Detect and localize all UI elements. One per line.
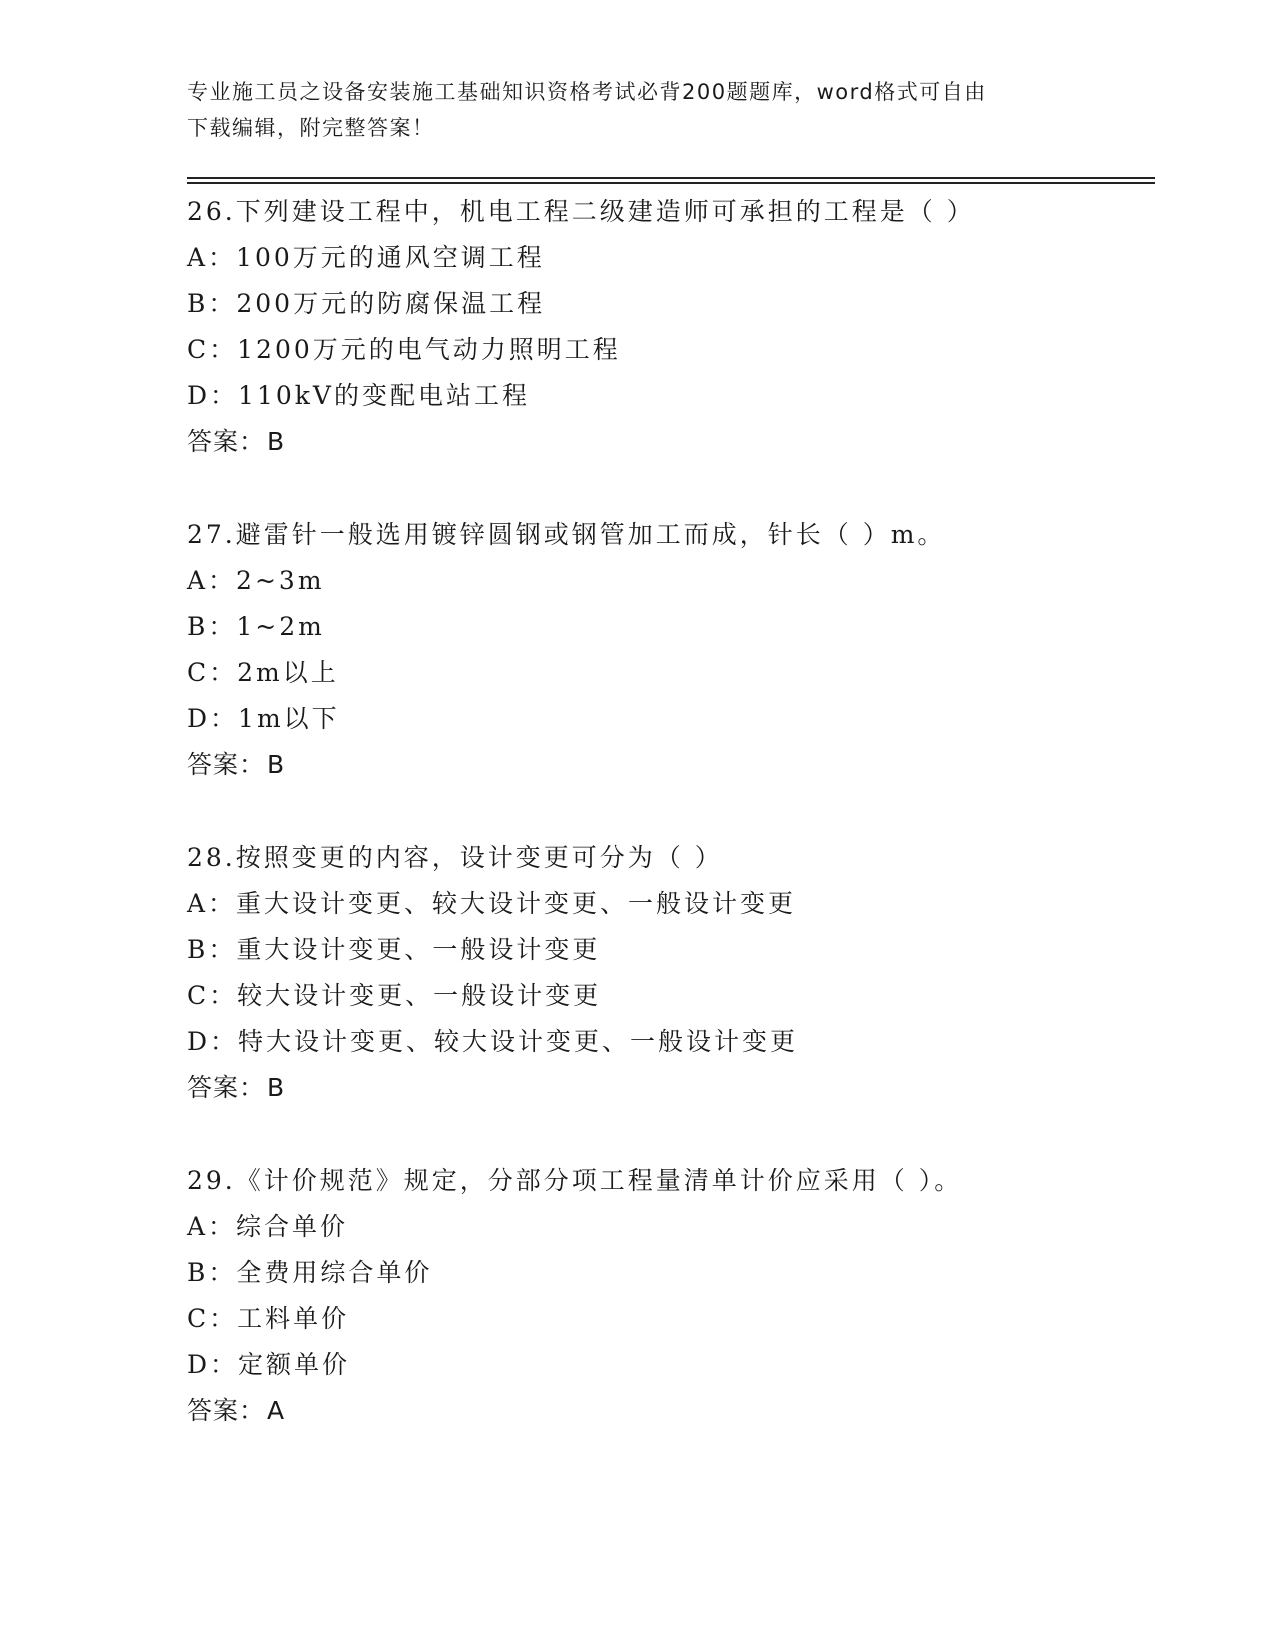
header-line-1: 专业施工员之设备安装施工基础知识资格考试必背200题题库，word格式可自由 [187,80,987,104]
answer-line [187,742,1147,788]
question-stem: 26.下列建设工程中，机电工程二级建造师可承担的工程是（ ） [187,197,975,226]
question-26 [187,189,1147,465]
option-d: D：110kV的变配电站工程 [187,381,530,410]
answer-value: B [267,750,286,779]
option-c: C：2m以上 [187,658,339,687]
option-d: D：定额单价 [187,1350,351,1379]
option-a: A：100万元的通风空调工程 [187,243,545,272]
header-divider-bottom [187,182,1155,184]
answer-label: 答案： [187,1396,266,1425]
answer-value: B [267,1073,286,1102]
option-b: B：重大设计变更、一般设计变更 [187,935,601,964]
question-29 [187,1158,1147,1434]
option-d: D：特大设计变更、较大设计变更、一般设计变更 [187,1027,799,1056]
option-c: C：工料单价 [187,1304,350,1333]
answer-value: B [267,427,286,456]
answer-label: 答案： [187,1073,266,1102]
option-b: B：全费用综合单价 [187,1258,433,1287]
question-list [187,189,1147,1481]
option-a: A：综合单价 [187,1212,349,1241]
answer-label: 答案： [187,750,266,779]
question-27 [187,512,1147,788]
option-a: A：重大设计变更、较大设计变更、一般设计变更 [187,889,797,918]
answer-line [187,1388,1147,1434]
question-stem: 29.《计价规范》规定，分部分项工程量清单计价应采用（ ）。 [187,1166,963,1195]
option-d: D：1m以下 [187,704,340,733]
question-28 [187,835,1147,1111]
answer-line [187,1065,1147,1111]
option-b: B：1~2m [187,612,325,641]
answer-label: 答案： [187,427,266,456]
answer-value: A [267,1396,286,1425]
question-stem: 28.按照变更的内容，设计变更可分为（ ） [187,843,723,872]
question-stem: 27.避雷针一般选用镀锌圆钢或钢管加工而成，针长（ ）m。 [187,520,946,549]
document-header [187,74,1077,146]
option-b: B：200万元的防腐保温工程 [187,289,546,318]
option-a: A：2~3m [187,566,325,595]
header-divider-top [187,177,1155,179]
header-line-2: 下载编辑，附完整答案！ [187,116,435,140]
option-c: C：较大设计变更、一般设计变更 [187,981,602,1010]
answer-line [187,419,1147,465]
option-c: C：1200万元的电气动力照明工程 [187,335,621,364]
